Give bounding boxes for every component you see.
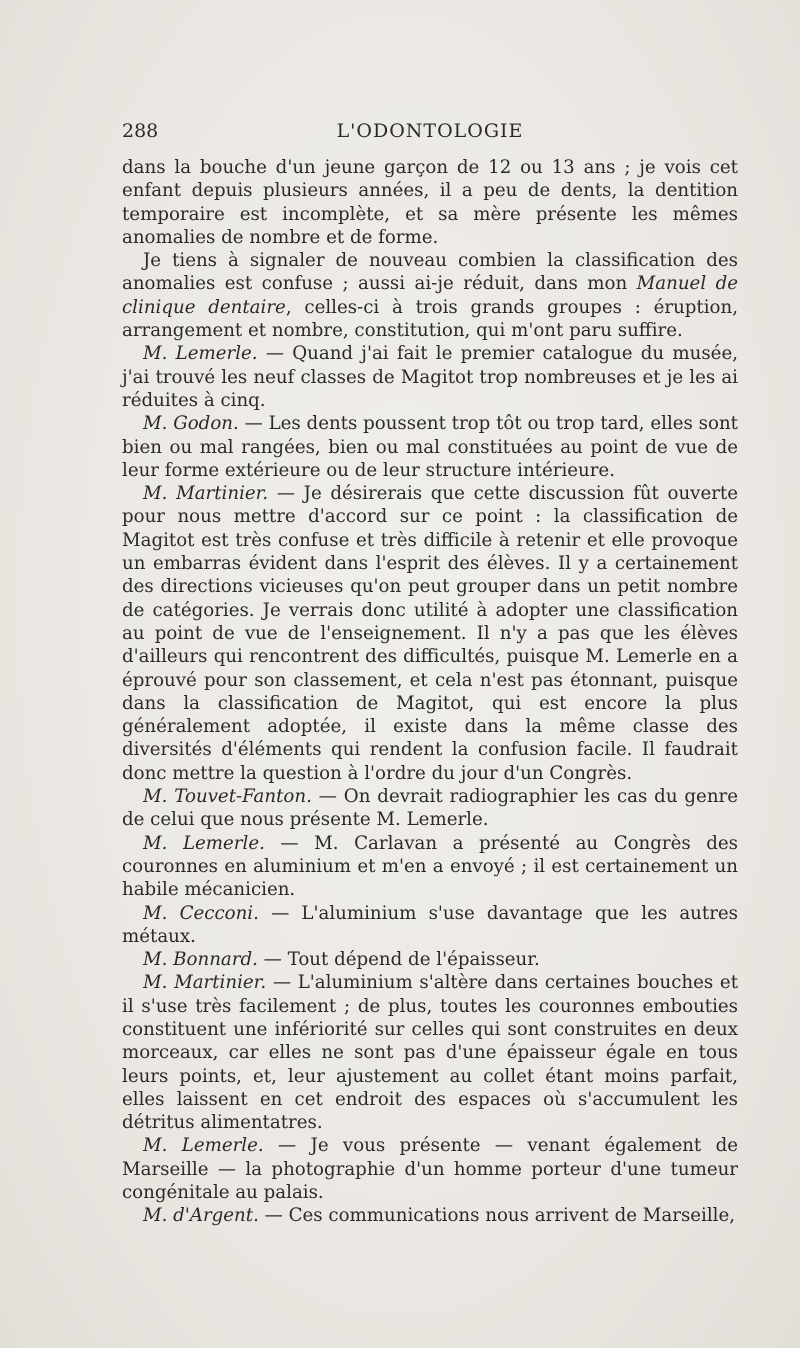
speaker-name: M. d'Argent.: [143, 1205, 259, 1227]
paragraph: [122, 902, 738, 949]
paragraph: [122, 832, 738, 902]
paragraph-text: — L'aluminium s'use davantage que les autres métaux.: [122, 902, 738, 947]
paragraph-text: — L'aluminium s'altère dans certaines bouches et il s'use très facilement ; de plus, toutes les couronnes embouties constituent une infériorité sur celles qui sont construites en deux morceaux, car elles ne sont pas d'une épaisseur égale en tous leurs points, et, leur ajustement au collet étant moins parfait, elles laissent en cet endroit des espaces où s'accumulent les détritus alimentatres.: [122, 972, 738, 1134]
paragraph: [122, 482, 738, 785]
speaker-name: M. Lemerle.: [143, 1135, 264, 1157]
speaker-name: M. Bonnard.: [143, 949, 258, 971]
speaker-name: M. Lemerle.: [143, 343, 258, 365]
paragraph-text: — Tout dépend de l'épaisseur.: [257, 949, 540, 971]
paragraph-text: — Les dents poussent trop tôt ou trop tard, elles sont bien ou mal rangées, bien ou mal constituées au point de vue de leur forme extérieure ou de leur structure intérieure.: [122, 413, 738, 481]
paragraph: [122, 971, 738, 1134]
paragraph: [122, 156, 738, 249]
page-number: 288: [122, 120, 159, 142]
book-title: Manuel de clinique dentaire: [122, 273, 738, 318]
speaker-name: M. Touvet-Fanton.: [143, 786, 312, 808]
speaker-name: M. Godon.: [143, 413, 239, 435]
running-head: [122, 120, 738, 150]
speaker-name: M. Martinier.: [143, 483, 269, 505]
paragraph: [122, 342, 738, 412]
paragraph-text: — M. Carlavan a présenté au Congrès des couronnes en aluminium et m'en a envoyé ; il est certainement un habile mécanicien.: [122, 832, 739, 901]
paragraph-text: Je tiens à signaler de nouveau combien la classification des anomalies est confuse ; aussi ai-je réduit, dans mon: [122, 250, 738, 295]
paragraph: [122, 948, 738, 971]
body-text: [122, 156, 738, 1228]
paragraph-text: — Je vous présente — venant également de Marseille — la photographie d'un homme porteur d'une tumeur congénitale au palais.: [122, 1135, 738, 1204]
paragraph: [122, 249, 738, 342]
paragraph: [122, 412, 738, 482]
paragraph-text: dans la bouche d'un jeune garçon de 12 ou 13 ans ; je vois cet enfant depuis plusieurs années, il a peu de dents, la dentition temporaire est incomplète, et sa mère présente les mêmes anomalies de nombre et de forme.: [122, 157, 738, 248]
paragraph: [122, 785, 738, 832]
speaker-name: M. Martinier.: [143, 972, 267, 994]
paragraph-text: — Je désirerais que cette discussion fût ouverte pour nous mettre d'accord sur ce point : la classification de Magitot est très confuse et très difficile à retenir et elle provoque un embarras évident dans l'esprit des élèves. Il y a certainement des directions vicieuses qu'on peut grouper dans un petit nombre de catégories. Je verrais donc utilité à adopter une classification au point de vue de l'enseignement. Il n'y a pas que les élèves d'ailleurs qui rencontrent des difficultés, puisque M. Lemerle en a éprouvé pour son classement, et cela n'est pas étonnant, puisque dans la classification de Magitot, qui est encore la plus généralement adoptée, il existe dans la même classe des diversités d'éléments qui rendent la confusion facile. Il faudrait donc mettre la question à l'ordre du jour d'un Congrès.: [122, 483, 738, 784]
paragraph-text: — Quand j'ai fait le premier catalogue du musée, j'ai trouvé les neuf classes de Magitot trop nombreuses et je les ai réduites à cinq.: [122, 343, 738, 411]
paragraph: [122, 1204, 738, 1227]
paragraph-text: — On devrait radiographier les cas du genre de celui que nous présente M. Lemerle.: [122, 786, 738, 831]
paragraph-text: — Ces communications nous arrivent de Marseille,: [258, 1205, 736, 1227]
paragraph-text: , celles-ci à trois grands groupes : éruption, arrangement et nombre, constitution, qui m'ont paru suffire.: [122, 296, 738, 342]
paragraph: [122, 1134, 738, 1204]
speaker-name: M. Lemerle.: [143, 832, 265, 854]
speaker-name: M. Cecconi.: [143, 902, 259, 924]
journal-title: L'ODONTOLOGIE: [336, 120, 524, 142]
